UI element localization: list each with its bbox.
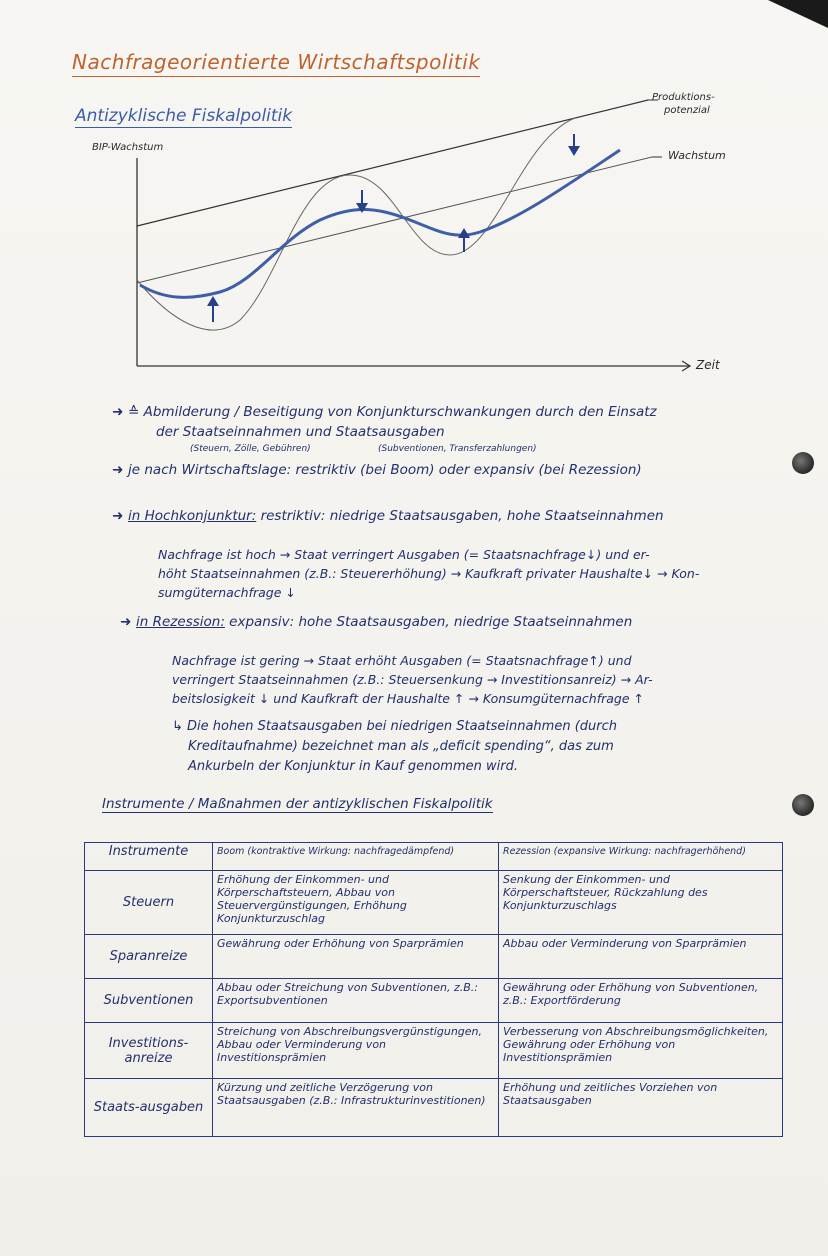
page-title: Nachfrageorientierte Wirtschaftspolitik [72,50,480,77]
x-axis-label: Zeit [696,358,720,372]
note-line-13: Ankurbeln der Konjunktur in Kauf genommen wird. [188,759,518,774]
punch-hole-bottom [792,794,814,816]
table-cell-boom: Streichung von Abschreibungsvergünstigungen, Abbau oder Verminderung von Investitionsprämien [213,1023,499,1079]
wachstum-trend-line [137,157,652,283]
table-cell-rezession: Gewährung oder Erhöhung von Subventionen, z.B.: Exportförderung [499,979,783,1023]
note-line-9: verringert Staatseinnahmen (z.B.: Steuersenkung → Investitionsanreiz) → Ar- [172,672,653,687]
bullet-arrow-icon: ➜ [112,462,129,478]
table-cell-instrument: Investitions-anreize [85,1023,213,1079]
table-cell-boom: Kürzung und zeitliche Verzögerung von Staatsausgaben (z.B.: Infrastrukturinvestitionen) [213,1079,499,1137]
note-line-8: Nachfrage ist gering → Staat erhöht Ausgaben (= Staatsnachfrage↑) und [172,653,632,668]
table-row [85,935,783,979]
note-line-11: ↳ Die hohen Staatsausgaben bei niedrigen Staatseinnahmen (durch [172,719,617,734]
table-row [85,871,783,935]
produktionspotenzial-line [137,100,648,226]
table-cell-instrument: Subventionen [85,979,213,1023]
punch-hole-top [792,452,814,474]
note-line-1a: ➜ ≙ Abmilderung / Beseitigung von Konjunkturschwankungen durch den Einsatz [112,404,657,420]
table-cell-boom: Erhöhung der Einkommen- und Körperschaftsteuern, Abbau von Steuervergünstigungen, Erhöhung Konjunkturzuschlag [213,871,499,935]
produktionspotenzial-label-2: potenzial [664,105,710,116]
section-heading-fiskalpolitik: Antizyklische Fiskalpolitik [75,106,293,126]
table-row [85,979,783,1023]
note-line-5: höht Staatseinnahmen (z.B.: Steuererhöhung) → Kaufkraft privater Haushalte↓ → Kon- [158,566,700,581]
table-cell-boom: Gewährung oder Erhöhung von Sparprämien [213,935,499,979]
table-cell-instrument: Steuern [85,871,213,935]
wachstum-label: Wachstum [668,149,726,162]
business-cycle-chart [0,0,828,380]
table-cell-instrument: Staats-ausgaben [85,1079,213,1137]
note-line-4: Nachfrage ist hoch → Staat verringert Ausgaben (= Staatsnachfrage↓) und er- [158,547,650,562]
table-cell-boom: Abbau oder Streichung von Subventionen, z.B.: Exportsubventionen [213,979,499,1023]
note-line-12: Kreditaufnahme) bezeichnet man als „deficit spending“, das zum [188,739,614,754]
note-line-3: ➜ in Hochkonjunktur: restriktiv: niedrige Staatsausgaben, hohe Staatseinnahmen [112,508,664,524]
note-small-2: (Subventionen, Transferzahlungen) [378,444,537,454]
bullet-arrow-icon: ➜ [120,614,137,630]
y-axis-label: BIP-Wachstum [92,142,164,153]
table-cell-rezession: Senkung der Einkommen- und Körperschaftsteuer, Rückzahlung des Konjunkturzuschlags [499,871,783,935]
header-boom: Boom (kontraktive Wirkung: nachfragedämpfend) [213,843,499,871]
table-header-row [85,843,783,871]
instruments-heading: Instrumente / Maßnahmen der antizyklischen Fiskalpolitik [102,796,493,812]
instruments-table [84,842,783,1137]
produktionspotenzial-label-1: Produktions- [652,92,715,103]
table-row [85,1079,783,1137]
note-line-10: beitslosigkeit ↓ und Kaufkraft der Haushalte ↑ → Konsumgüternachfrage ↑ [172,691,644,706]
table-row [85,1023,783,1079]
note-line-7: ➜ in Rezession: expansiv: hohe Staatsausgaben, niedrige Staatseinnahmen [120,614,633,630]
note-small-1: (Steuern, Zölle, Gebühren) [190,444,311,454]
bullet-arrow-icon: ➜ [112,508,129,524]
konjunktur-curve [137,118,575,330]
table-cell-rezession: Erhöhung und zeitliches Vorziehen von Staatsausgaben [499,1079,783,1137]
note-line-2: ➜ je nach Wirtschaftslage: restriktiv (bei Boom) oder expansiv (bei Rezession) [112,462,642,478]
header-instrumente: Instrumente [85,843,213,871]
table-cell-rezession: Abbau oder Verminderung von Sparprämien [499,935,783,979]
note-line-1b: der Staatseinnahmen und Staatsausgaben [156,424,445,440]
table-cell-instrument: Sparanreize [85,935,213,979]
header-rezession: Rezession (expansive Wirkung: nachfragerhöhend) [499,843,783,871]
note-line-6: sumgüternachfrage ↓ [158,585,296,600]
table-cell-rezession: Verbesserung von Abschreibungsmöglichkeiten, Gewährung oder Erhöhung von Investitionsprämien [499,1023,783,1079]
bullet-arrow-icon: ➜ [112,404,129,420]
